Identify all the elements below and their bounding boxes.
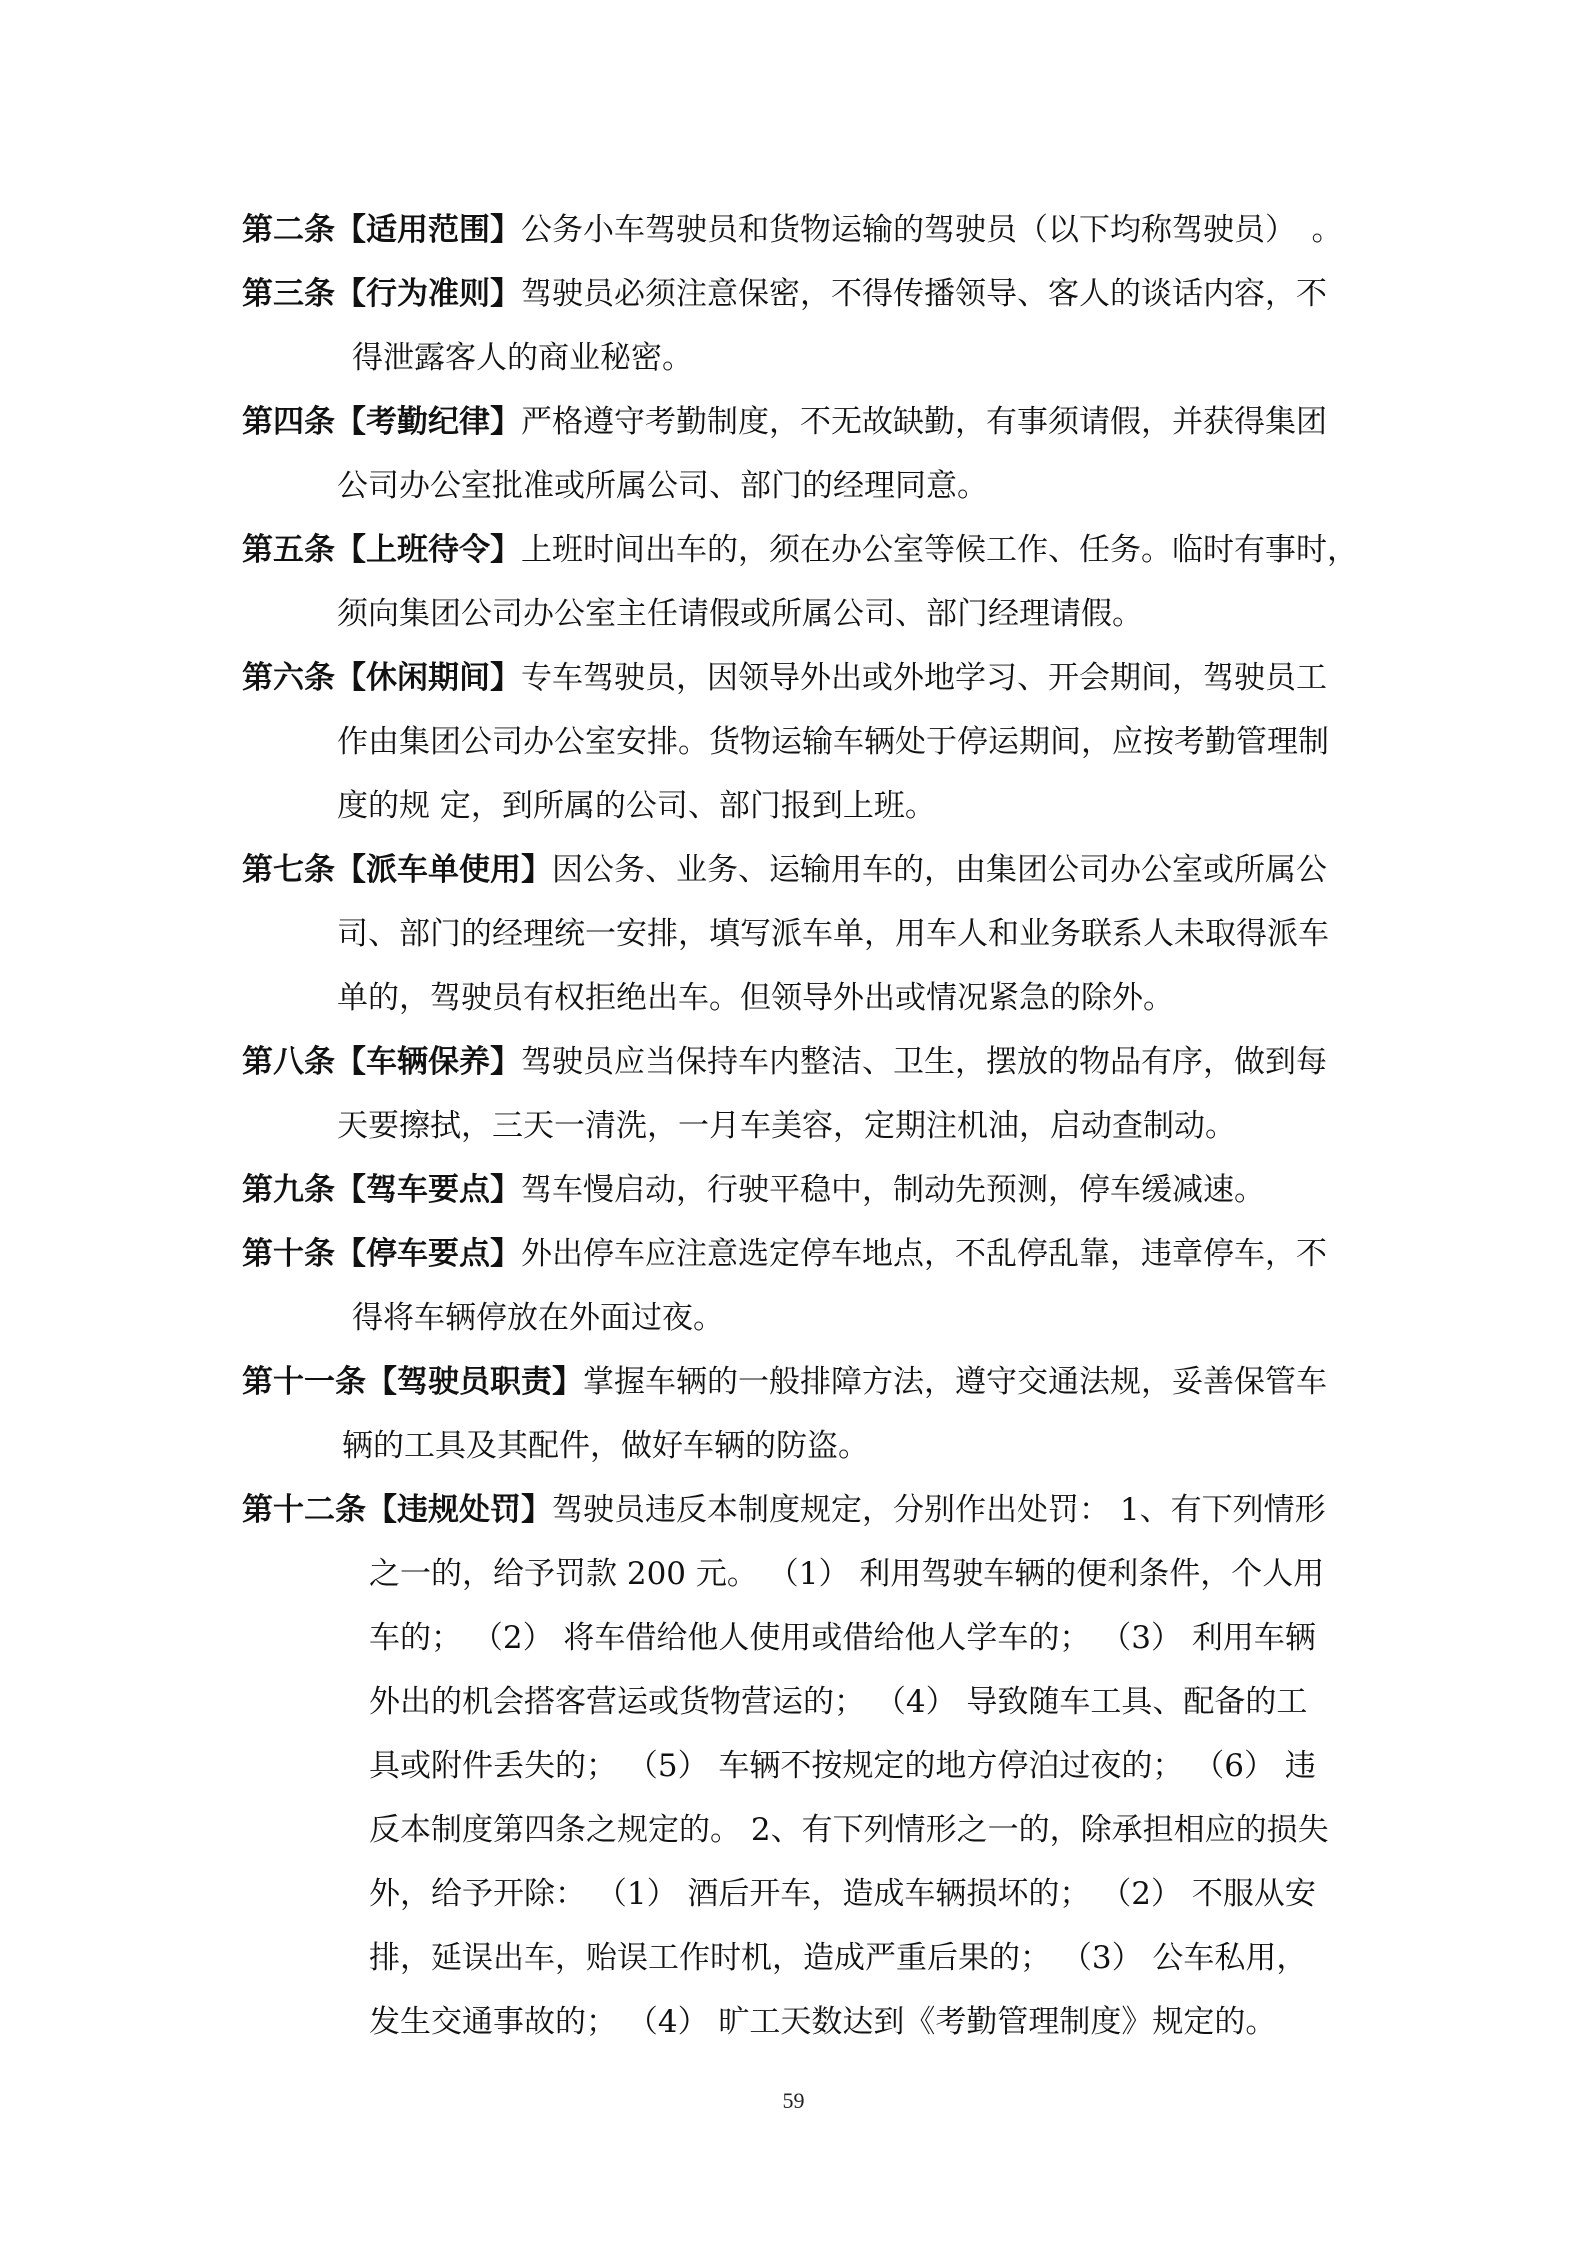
article-text: 得泄露客人的商业秘密。 xyxy=(352,340,693,376)
article-8 xyxy=(242,1030,1362,1158)
article-12 xyxy=(242,1478,1362,2054)
article-text: 因公务、业务、运输用车的，由集团公司办公室或所属公 xyxy=(552,852,1327,888)
article-text: 上班时间出车的，须在办公室等候工作、任务。临时有事时， xyxy=(521,532,1358,568)
article-text: 作由集团公司办公室安排。货物运输车辆处于停运期间，应按考勤管理制 xyxy=(337,724,1329,760)
article-11 xyxy=(242,1350,1362,1478)
article-text: 辆的工具及其配件，做好车辆的防盗。 xyxy=(342,1428,869,1464)
article-heading: 第九条【驾车要点】 xyxy=(242,1172,521,1208)
article-heading: 第七条【派车单使用】 xyxy=(242,852,552,888)
article-text: 驾驶员应当保持车内整洁、卫生，摆放的物品有序，做到每 xyxy=(521,1044,1327,1080)
article-2 xyxy=(242,198,1362,262)
article-text: 单的，驾驶员有权拒绝出车。但领导外出或情况紧急的除外。 xyxy=(337,980,1174,1016)
article-heading: 第十一条【驾驶员职责】 xyxy=(242,1364,583,1400)
article-text: 掌握车辆的一般排障方法，遵守交通法规，妥善保管车 xyxy=(583,1364,1327,1400)
article-text: 驾驶员违反本制度规定，分别作出处罚： 1、有下列情形 xyxy=(552,1492,1326,1528)
article-7 xyxy=(242,838,1362,1030)
article-heading: 第三条【行为准则】 xyxy=(242,276,521,312)
page-number: 59 xyxy=(782,2088,805,2113)
article-heading: 第五条【上班待令】 xyxy=(242,532,521,568)
article-heading: 第十二条【违规处罚】 xyxy=(242,1492,552,1528)
article-3 xyxy=(242,262,1362,390)
article-5 xyxy=(242,518,1362,646)
article-text: 外，给予开除： （1） 酒后开车，造成车辆损坏的； （2） 不服从安 xyxy=(369,1876,1316,1912)
article-text: 严格遵守考勤制度，不无故缺勤，有事须请假，并获得集团 xyxy=(521,404,1327,440)
article-text: 外出的机会搭客营运或货物营运的； （4） 导致随车工具、配备的工 xyxy=(369,1684,1308,1720)
article-text: 驾车慢启动，行驶平稳中，制动先预测，停车缓减速。 xyxy=(521,1172,1265,1208)
article-heading: 第十条【停车要点】 xyxy=(242,1236,521,1272)
article-text: 排，延误出车，贻误工作时机，造成严重后果的； （3） 公车私用， xyxy=(369,1940,1308,1976)
document-body xyxy=(242,198,1362,2054)
article-text: 外出停车应注意选定停车地点，不乱停乱靠，违章停车，不 xyxy=(521,1236,1327,1272)
article-text: 公司办公室批准或所属公司、部门的经理同意。 xyxy=(337,468,988,504)
article-text: 之一的，给予罚款 200 元。 （1） 利用驾驶车辆的便利条件，个人用 xyxy=(369,1556,1325,1592)
article-text: 天要擦拭，三天一清洗，一月车美容，定期注机油，启动查制动。 xyxy=(337,1108,1236,1144)
article-text: 具或附件丢失的； （5） 车辆不按规定的地方停泊过夜的； （6） 违 xyxy=(369,1748,1316,1784)
article-heading: 第六条【休闲期间】 xyxy=(242,660,521,696)
article-text: 车的； （2） 将车借给他人使用或借给他人学车的； （3） 利用车辆 xyxy=(369,1620,1316,1656)
article-text: 驾驶员必须注意保密，不得传播领导、客人的谈话内容，不 xyxy=(521,276,1327,312)
article-text: 司、部门的经理统一安排，填写派车单，用车人和业务联系人未取得派车 xyxy=(337,916,1329,952)
article-4 xyxy=(242,390,1362,518)
article-text: 发生交通事故的； （4） 旷工天数达到《考勤管理制度》规定的。 xyxy=(369,2004,1277,2040)
article-text: 度的规 定，到所属的公司、部门报到上班。 xyxy=(337,788,936,824)
article-text: 得将车辆停放在外面过夜。 xyxy=(352,1300,724,1336)
article-text: 须向集团公司办公室主任请假或所属公司、部门经理请假。 xyxy=(337,596,1143,632)
article-heading: 第四条【考勤纪律】 xyxy=(242,404,521,440)
article-text: 公务小车驾驶员和货物运输的驾驶员（以下均称驾驶员） 。 xyxy=(521,212,1343,248)
article-heading: 第八条【车辆保养】 xyxy=(242,1044,521,1080)
article-6 xyxy=(242,646,1362,838)
article-heading: 第二条【适用范围】 xyxy=(242,212,521,248)
article-text: 反本制度第四条之规定的。 2、有下列情形之一的，除承担相应的损失 xyxy=(369,1812,1329,1848)
article-10 xyxy=(242,1222,1362,1350)
article-text: 专车驾驶员，因领导外出或外地学习、开会期间，驾驶员工 xyxy=(521,660,1327,696)
article-9 xyxy=(242,1158,1362,1222)
